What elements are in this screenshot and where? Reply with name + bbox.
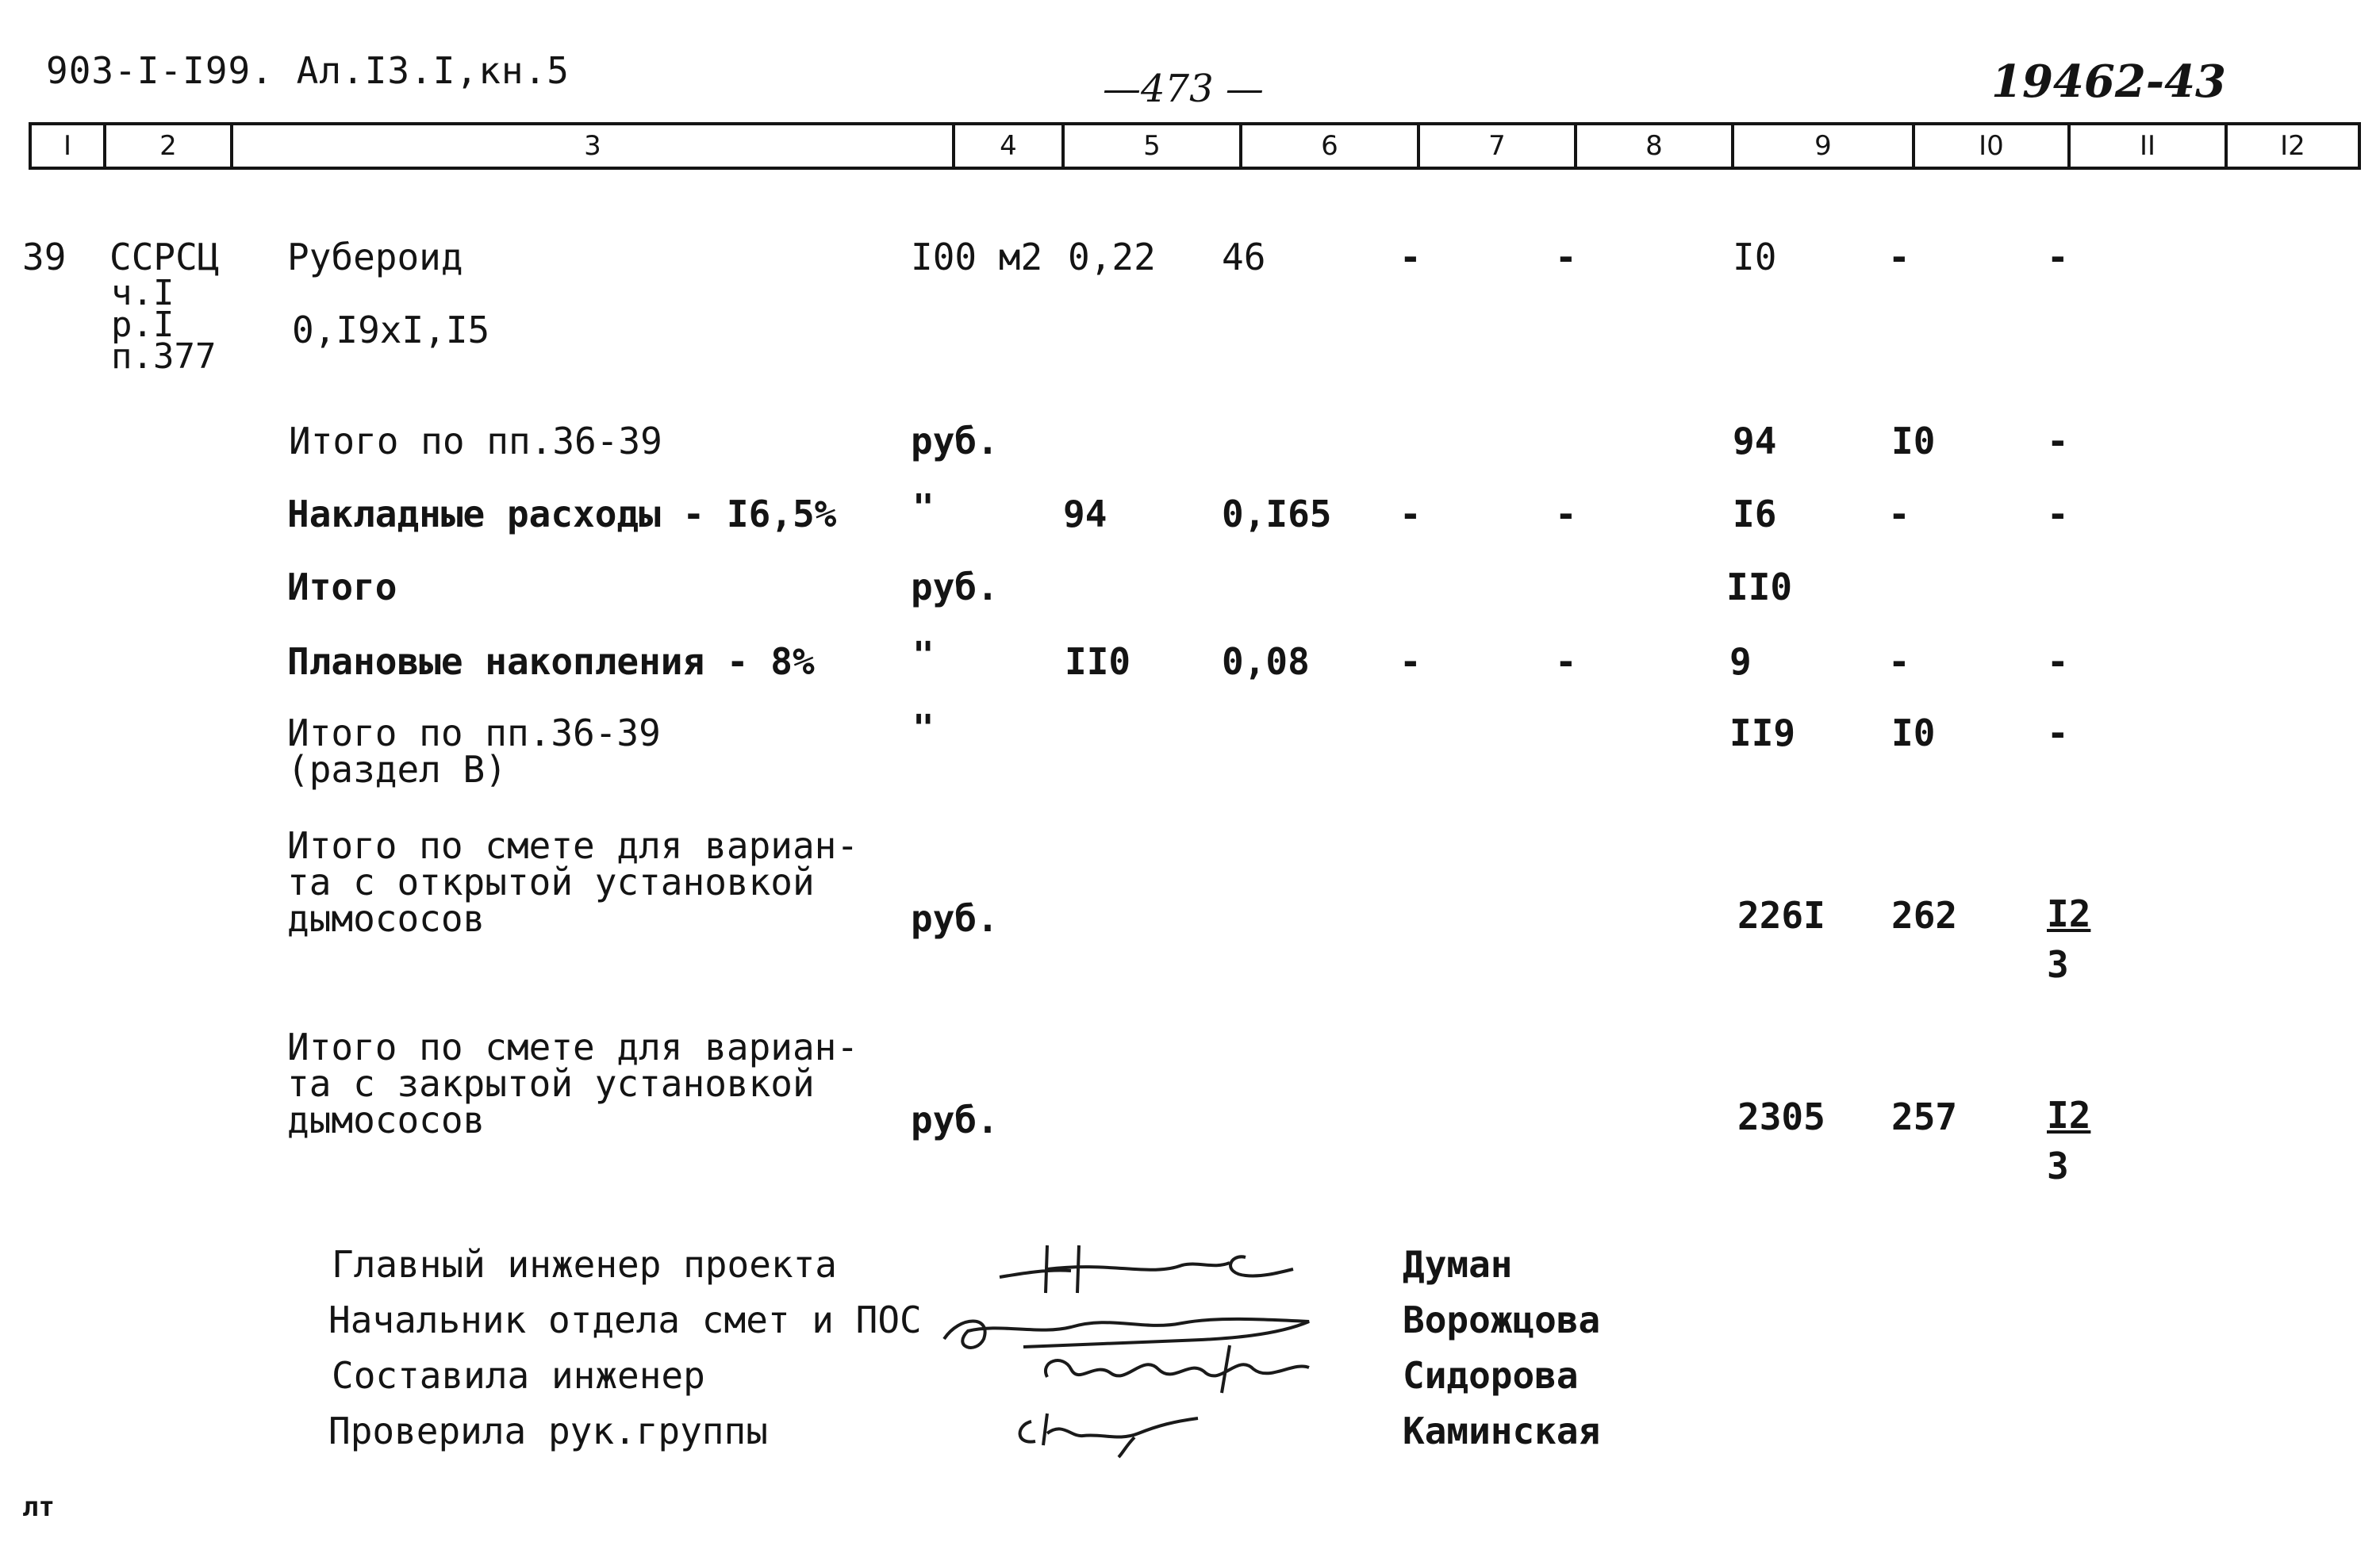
row-col6: 0,I65 (1222, 493, 1332, 535)
item-spec: 0,I9xI,I5 (292, 309, 490, 351)
row-unit: " (912, 707, 935, 750)
signer-role: Составила инженер (332, 1354, 705, 1397)
signer-name: Думан (1403, 1243, 1513, 1286)
row-name: Итого по пп.36-39 (289, 420, 662, 462)
fraction-denominator: 3 (2047, 943, 2069, 986)
row-col10: I0 (1891, 420, 1936, 462)
handwritten-signature (1031, 1329, 1333, 1401)
row-name: Итого по пп.36-39 (287, 712, 661, 754)
item-reference-3: р.I (111, 305, 175, 345)
row-col9: II0 (1726, 566, 1793, 608)
column-number-bar (29, 122, 2361, 170)
col-1-header: I (63, 130, 72, 162)
item-col9: I0 (1733, 236, 1777, 278)
document-code: 903-I-I99. Ал.I3.I,кн.5 (46, 49, 570, 92)
item-number: 39 (22, 236, 67, 278)
total-col11-fraction (2047, 888, 2090, 990)
item-col10: - (1888, 236, 1910, 278)
col-9-header: 9 (1731, 125, 1912, 167)
item-unit: I00 м2 (911, 236, 1043, 278)
signer-name: Каминская (1403, 1410, 1601, 1452)
row-unit: руб. (911, 420, 999, 462)
row-col7: - (1399, 640, 1422, 683)
total-label-line: дымососов (287, 1099, 486, 1141)
footer-mark: лт (22, 1491, 55, 1523)
item-reference-1: ССРСЦ (109, 236, 220, 278)
item-col6: 46 (1222, 236, 1266, 278)
item-col5: 0,22 (1068, 236, 1156, 278)
col-11-header: II (2067, 125, 2225, 167)
signer-name: Сидорова (1403, 1354, 1579, 1397)
total-col11-fraction (2047, 1090, 2090, 1191)
row-unit: руб. (911, 566, 999, 608)
total-col10: 262 (1891, 894, 1958, 937)
item-reference-4: п.377 (111, 336, 217, 377)
row-col11: - (2047, 712, 2069, 754)
total-label-line: та с открытой установкой (287, 861, 815, 903)
item-reference-2: ч.I (111, 273, 175, 313)
col-5-header: 5 (1061, 125, 1239, 167)
fraction-numerator: I2 (2047, 892, 2091, 935)
col-6-header: 6 (1239, 125, 1417, 167)
row-name: Плановые накопления - 8% (287, 640, 815, 683)
fraction-numerator: I2 (2047, 1094, 2091, 1137)
total-unit: руб. (911, 1099, 999, 1141)
signer-role: Проверила рук.группы (328, 1410, 768, 1452)
item-col7: - (1399, 236, 1422, 278)
total-col9: 226I (1737, 894, 1825, 937)
row-col11: - (2047, 420, 2069, 462)
row-col10: - (1888, 640, 1910, 683)
row-col10: I0 (1891, 712, 1936, 754)
row-unit: " (912, 634, 935, 677)
item-col8: - (1555, 236, 1577, 278)
total-unit: руб. (911, 897, 999, 940)
row-col8: - (1555, 493, 1577, 535)
col-4-header: 4 (952, 125, 1061, 167)
row-col9: I6 (1733, 493, 1777, 535)
handwritten-signature (992, 1230, 1325, 1301)
total-label-line: дымососов (287, 897, 486, 940)
row-col10: - (1888, 493, 1910, 535)
inventory-number: 19462-43 (1991, 56, 2226, 108)
row-unit: " (912, 486, 935, 529)
row-col6: 0,08 (1222, 640, 1310, 683)
col-12-header: I2 (2225, 125, 2358, 167)
total-col9: 2305 (1737, 1095, 1825, 1138)
handwritten-signature (1008, 1398, 1214, 1461)
signer-role: Начальник отдела смет и ПОС (328, 1299, 922, 1341)
row-col9: 9 (1729, 640, 1752, 683)
total-col10: 257 (1891, 1095, 1958, 1138)
signer-name: Ворожцова (1403, 1299, 1601, 1341)
col-3-header: 3 (230, 125, 952, 167)
row-col9: II9 (1729, 712, 1796, 754)
col-7-header: 7 (1417, 125, 1574, 167)
row-col7: - (1399, 493, 1422, 535)
row-col9: 94 (1733, 420, 1777, 462)
row-name: Итого (287, 566, 397, 608)
row-col8: - (1555, 640, 1577, 683)
page-number: —473 — (1103, 67, 1264, 111)
total-label-line: Итого по смете для вариан- (287, 1026, 859, 1068)
row-col11: - (2047, 640, 2069, 683)
total-label-line: та с закрытой установкой (287, 1062, 815, 1105)
col-2-header: 2 (103, 125, 230, 167)
row-col5: 94 (1063, 493, 1107, 535)
signer-role: Главный инженер проекта (332, 1243, 837, 1286)
total-label-line: Итого по смете для вариан- (287, 824, 859, 867)
item-name: Рубероид (287, 236, 463, 278)
row-name-line2: (раздел В) (287, 748, 507, 791)
row-col11: - (2047, 493, 2069, 535)
col-8-header: 8 (1574, 125, 1731, 167)
row-name: Накладные расходы - I6,5% (287, 493, 837, 535)
col-10-header: I0 (1912, 125, 2067, 167)
row-col5: II0 (1065, 640, 1131, 683)
item-col11: - (2047, 236, 2069, 278)
fraction-denominator: 3 (2047, 1145, 2069, 1187)
